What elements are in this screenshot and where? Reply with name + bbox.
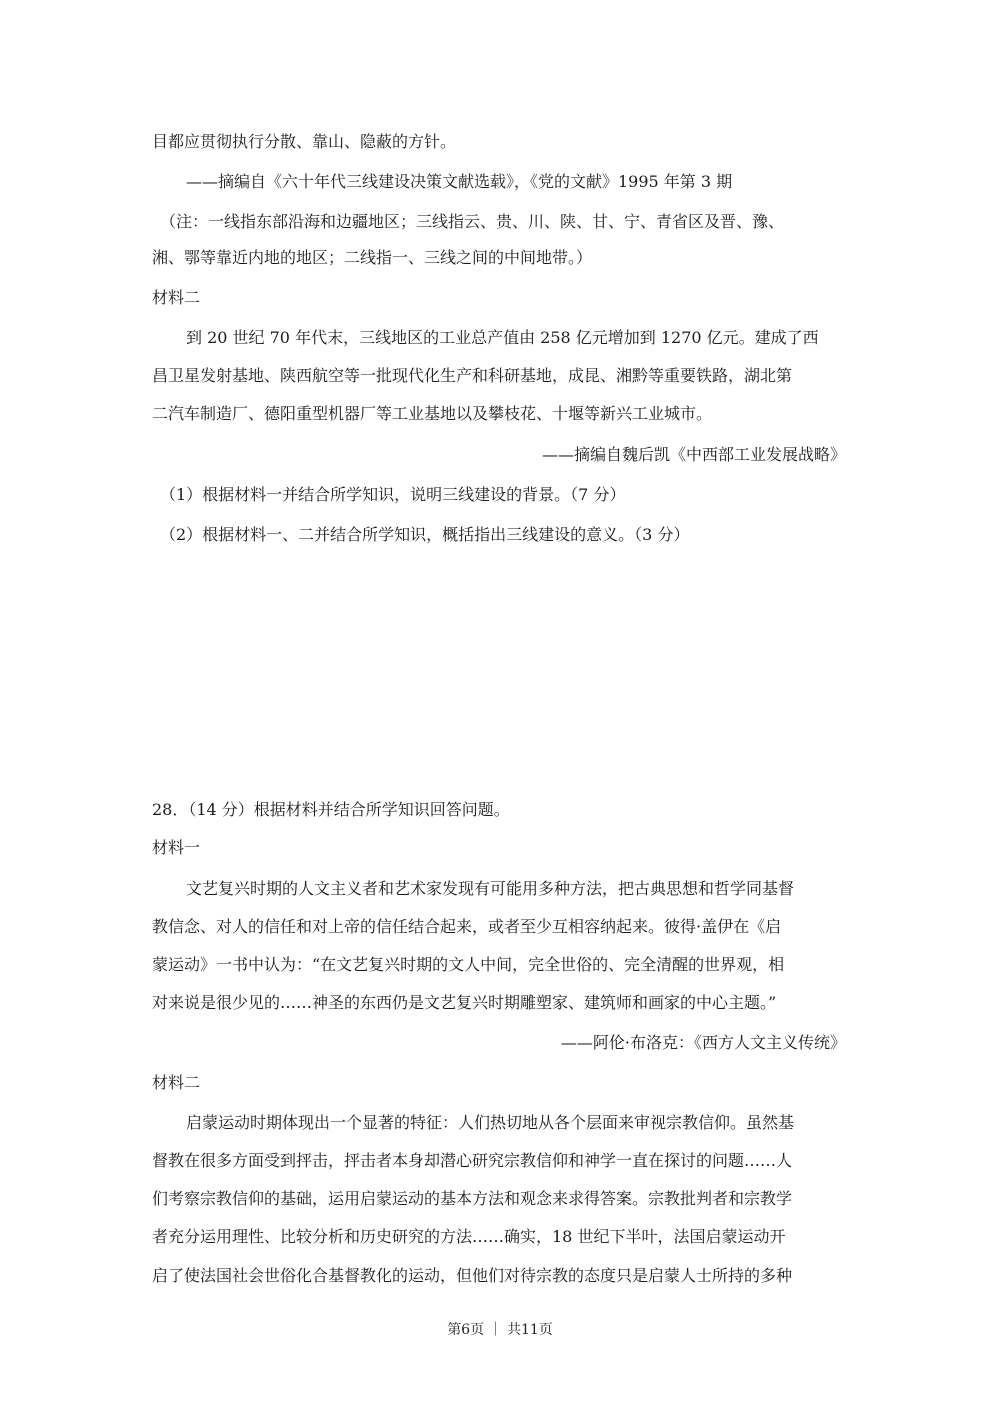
material-label: 材料二 bbox=[152, 288, 201, 307]
text-line: 到 20 世纪 70 年代末，三线地区的工业总产值由 258 亿元增加到 1270 亿元。建成了西 bbox=[186, 328, 819, 347]
page-footer: 第6页 ｜ 共11页 bbox=[447, 1322, 553, 1338]
source-citation: ——摘编自《六十年代三线建设决策文献选载》，《党的文献》1995 年第 3 期 bbox=[186, 172, 733, 191]
text-line: 蒙运动》一书中认为：“在文艺复兴时期的文人中间，完全世俗的、完全清醒的世界观，相 bbox=[152, 955, 785, 974]
text-line: 启了使法国社会世俗化合基督教化的运动，但他们对待宗教的态度只是启蒙人士所持的多种 bbox=[152, 1266, 793, 1285]
text-line: 者充分运用理性、比较分析和历史研究的方法……确实，18 世纪下半叶，法国启蒙运动开 bbox=[152, 1227, 786, 1246]
text-line: 教信念、对人的信任和对上帝的信任结合起来，或者至少互相容纳起来。彼得·盖伊在《启 bbox=[152, 917, 782, 936]
text-line: 文艺复兴时期的人文主义者和艺术家发现有可能用多种方法，把古典思想和哲学同基督 bbox=[186, 879, 795, 898]
text-line: 目都应贯彻执行分散、靠山、隐蔽的方针。 bbox=[152, 132, 457, 151]
sub-question: （1）根据材料一并结合所学知识，说明三线建设的背景。（7 分） bbox=[160, 485, 626, 504]
material-label: 材料一 bbox=[152, 838, 201, 857]
material-label: 材料二 bbox=[152, 1073, 201, 1092]
text-line: 督教在很多方面受到抨击，抨击者本身却潜心研究宗教信仰和神学一直在探讨的问题……人 bbox=[152, 1151, 793, 1170]
sub-question: （2）根据材料一、二并结合所学知识，概括指出三线建设的意义。（3 分） bbox=[160, 525, 690, 544]
note-line: （注：一线指东部沿海和边疆地区；三线指云、贵、川、陕、甘、宁、青省区及晋、豫、 bbox=[160, 212, 785, 231]
source-citation: ——阿伦·布洛克：《西方人文主义传统》 bbox=[560, 1033, 846, 1052]
note-line: 湘、鄂等靠近内地的地区；二线指一、三线之间的中间地带。） bbox=[152, 248, 593, 267]
text-line: 昌卫星发射基地、陕西航空等一批现代化生产和科研基地，成昆、湘黔等重要铁路，湖北第 bbox=[152, 366, 793, 385]
text-line: 对来说是很少见的……神圣的东西仍是文艺复兴时期雕塑家、建筑师和画家的中心主题。” bbox=[152, 993, 777, 1012]
text-line: 二汽车制造厂、德阳重型机器厂等工业基地以及攀枝花、十堰等新兴工业城市。 bbox=[152, 404, 713, 423]
question-heading: 28．（14 分）根据材料并结合所学知识回答问题。 bbox=[152, 800, 510, 819]
text-line: 启蒙运动时期体现出一个显著的特征：人们热切地从各个层面来审视宗教信仰。虽然基 bbox=[186, 1113, 795, 1132]
source-citation: ——摘编自魏后凯《中西部工业发展战略》 bbox=[541, 445, 846, 464]
text-line: 们考察宗教信仰的基础，运用启蒙运动的基本方法和观念来求得答案。宗教批判者和宗教学 bbox=[152, 1189, 793, 1208]
